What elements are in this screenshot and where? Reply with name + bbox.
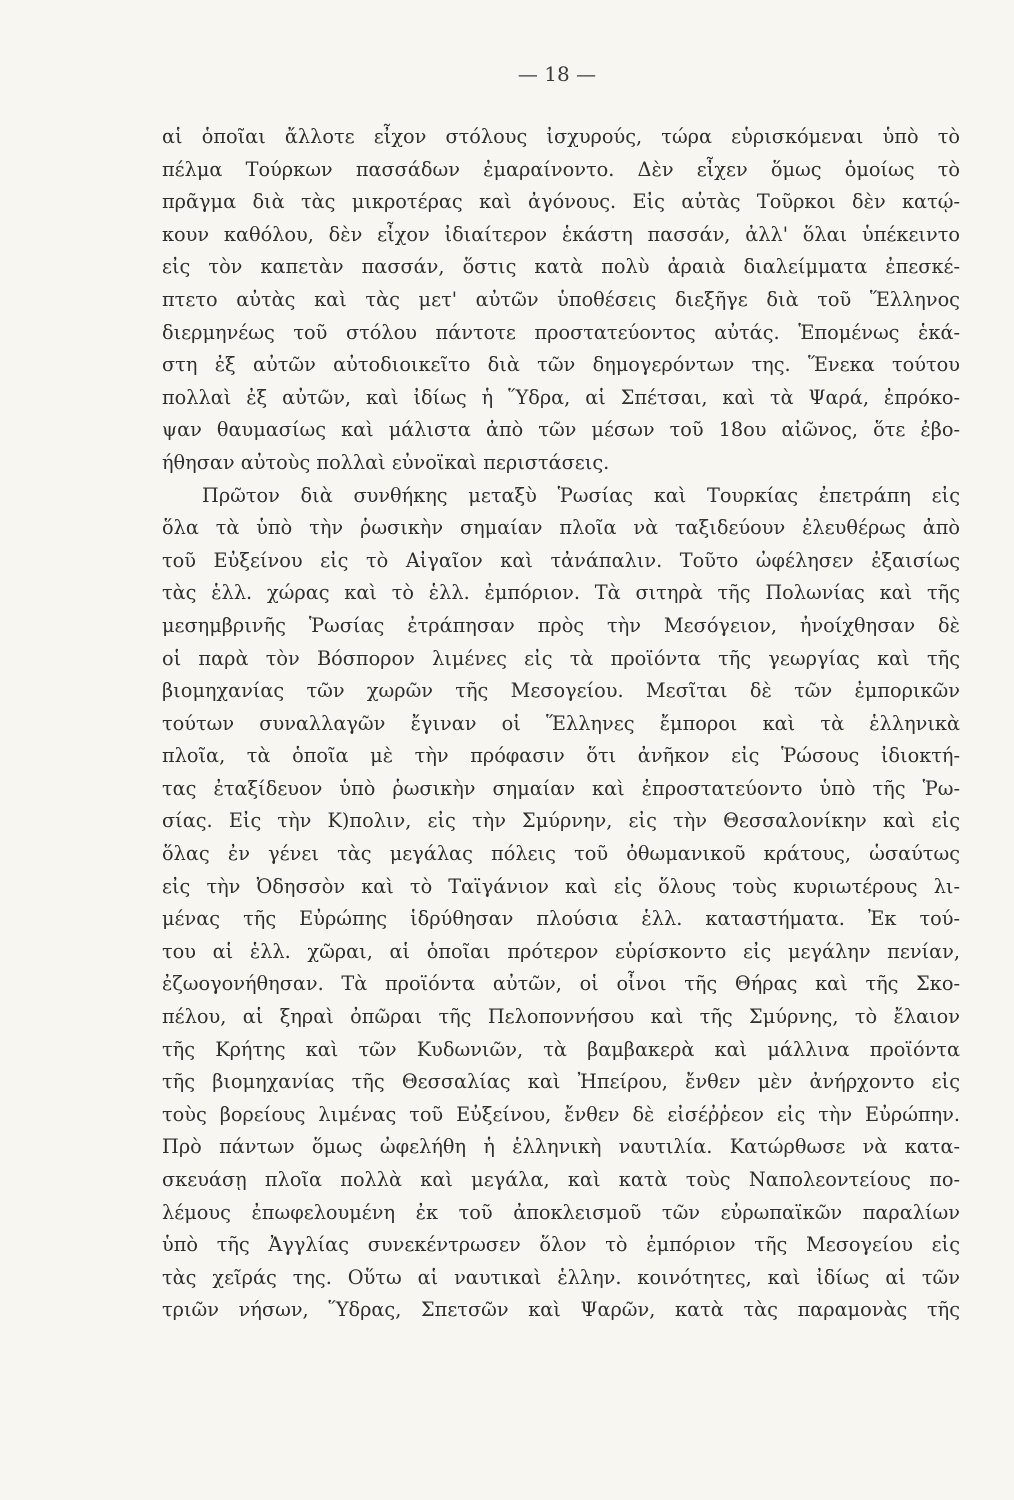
text-line: του αἱ ἑλλ. χῶραι, αἱ ὁποῖαι πρότερον εὑρίσκοντο εἰς μεγάλην πενίαν,: [162, 939, 960, 963]
page-number: — 18 —: [517, 62, 597, 86]
text-line: Πρῶτον διὰ συνθήκης μεταξὺ Ῥωσίας καὶ Τουρκίας ἐπετράπη εἰς: [202, 483, 960, 507]
text-line: ὅλα τὰ ὑπὸ τὴν ῥωσικὴν σημαίαν πλοῖα νὰ ταξιδεύουν ἐλευθέρως ἀπὸ: [162, 516, 960, 540]
text-line: τας ἐταξίδευον ὑπὸ ῥωσικὴν σημαίαν καὶ ἐπροστατεύοντο ὑπὸ τῆς Ῥω-: [162, 776, 960, 800]
text-line: διερμηνέως τοῦ στόλου πάντοτε προστατεύοντος αὐτάς. Ἑπομένως ἑκά-: [162, 320, 960, 344]
text-line: εἰς τὸν καπετὰν πασσάν, ὅστις κατὰ πολὺ ἀραιὰ διαλείμματα ἐπεσκέ-: [162, 255, 960, 279]
text-line: μεσημβρινῆς Ῥωσίας ἐτράπησαν πρὸς τὴν Μεσόγειον, ἠνοίχθησαν δὲ: [162, 613, 960, 637]
text-line: τοὺς βορείους λιμένας τοῦ Εὐξείνου, ἔνθεν δὲ εἰσέῤῥεον εἰς τὴν Εὐρώπην.: [162, 1102, 960, 1126]
text-line: βιομηχανίας τῶν χωρῶν τῆς Μεσογείου. Μεσῖται δὲ τῶν ἐμπορικῶν: [162, 679, 960, 703]
text-line: οἱ παρὰ τὸν Βόσπορον λιμένες εἰς τὰ προϊόντα τῆς γεωργίας καὶ τῆς: [162, 646, 960, 670]
text-line: ήθησαν αὐτοὺς πολλαὶ εὐνοϊκαὶ περιστάσεις.: [162, 450, 610, 474]
text-line: Πρὸ πάντων ὅμως ὠφελήθη ἡ ἑλληνικὴ ναυτιλία. Κατώρθωσε νὰ κατα-: [162, 1135, 960, 1159]
text-line: πέλμα Τούρκων πασσάδων ἐμαραίνοντο. Δὲν εἶχεν ὅμως ὁμοίως τὸ: [162, 157, 960, 181]
text-line: τῆς βιομηχανίας τῆς Θεσσαλίας καὶ Ἠπείρου, ἔνθεν μὲν ἀνήρχοντο εἰς: [162, 1070, 960, 1094]
text-line: λέμους ἐπωφελουμένη ἐκ τοῦ ἀποκλεισμοῦ τῶν εὐρωπαϊκῶν παραλίων: [162, 1200, 960, 1224]
text-line: ὑπὸ τῆς Ἀγγλίας συνεκέντρωσεν ὅλον τὸ ἐμπόριον τῆς Μεσογείου εἰς: [162, 1233, 960, 1257]
text-line: τὰς χεῖράς της. Οὕτω αἱ ναυτικαὶ ἑλλην. κοινότητες, καὶ ἰδίως αἱ τῶν: [162, 1265, 960, 1289]
text-line: αἱ ὁποῖαι ἄλλοτε εἶχον στόλους ἰσχυρούς, τώρα εὑρισκόμεναι ὑπὸ τὸ: [162, 125, 960, 148]
text-line: πτετο αὐτὰς καὶ τὰς μετ' αὐτῶν ὑποθέσεις διεξῆγε διὰ τοῦ Ἕλληνος: [162, 287, 960, 311]
body-text: [162, 121, 960, 1327]
text-line: πέλου, αἱ ξηραὶ ὀπῶραι τῆς Πελοποννήσου καὶ τῆς Σμύρνης, τὸ ἔλαιον: [162, 1005, 960, 1029]
text-line: τούτων συναλλαγῶν ἔγιναν οἱ Ἕλληνες ἔμποροι καὶ τὰ ἑλληνικὰ: [162, 711, 960, 735]
text-line: τῆς Κρήτης καὶ τῶν Κυδωνιῶν, τὰ βαμβακερὰ καὶ μάλλινα προϊόντα: [162, 1037, 960, 1061]
text-line: στη ἐξ αὐτῶν αὐτοδιοικεῖτο διὰ τῶν δημογερόντων της. Ἕνεκα τούτου: [162, 353, 960, 377]
text-line: τριῶν νήσων, Ὕδρας, Σπετσῶν καὶ Ψαρῶν, κατὰ τὰς παραμονὰς τῆς: [162, 1298, 960, 1322]
text-line: κουν καθόλου, δὲν εἶχον ἰδιαίτερον ἑκάστη πασσάν, ἀλλ' ὅλαι ὑπέκειντο: [162, 222, 960, 246]
text-line: ὅλας ἐν γένει τὰς μεγάλας πόλεις τοῦ ὀθωμανικοῦ κράτους, ὡσαύτως: [162, 842, 960, 866]
text-line: ἐζωογονήθησαν. Τὰ προϊόντα αὐτῶν, οἱ οἶνοι τῆς Θήρας καὶ τῆς Σκο-: [162, 972, 960, 996]
text-line: πρᾶγμα διὰ τὰς μικροτέρας καὶ ἀγόνους. Εἰς αὐτὰς Τοῦρκοι δὲν κατῴ-: [162, 190, 960, 214]
text-line: σίας. Εἰς τὴν Κ)πολιν, εἰς τὴν Σμύρνην, εἰς τὴν Θεσσαλονίκην καὶ εἰς: [162, 809, 960, 833]
text-line: ψαν θαυμασίως καὶ μάλιστα ἀπὸ τῶν μέσων τοῦ 18ου αἰῶνος, ὅτε ἐβο-: [162, 418, 960, 442]
text-line: εἰς τὴν Ὀδησσὸν καὶ τὸ Ταϊγάνιον καὶ εἰς ὅλους τοὺς κυριωτέρους λι-: [162, 874, 960, 898]
text-line: τοῦ Εὐξείνου εἰς τὸ Αἰγαῖον καὶ τἀνάπαλιν. Τοῦτο ὠφέλησεν ἐξαισίως: [162, 548, 960, 572]
text-line: μένας τῆς Εὐρώπης ἱδρύθησαν πλούσια ἑλλ. καταστήματα. Ἐκ τού-: [162, 907, 960, 931]
text-line: τὰς ἑλλ. χώρας καὶ τὸ ἑλλ. ἐμπόριον. Τὰ σιτηρὰ τῆς Πολωνίας καὶ τῆς: [162, 581, 960, 605]
text-line: σκευάσῃ πλοῖα πολλὰ καὶ μεγάλα, καὶ κατὰ τοὺς Ναπολεοντείους πο-: [162, 1168, 960, 1191]
text-line: πλοῖα, τὰ ὁποῖα μὲ τὴν πρόφασιν ὅτι ἀνῆκον εἰς Ῥώσους ἰδιοκτή-: [162, 744, 960, 768]
text-line: πολλαὶ ἐξ αὐτῶν, καὶ ἰδίως ἡ Ὕδρα, αἱ Σπέτσαι, καὶ τὰ Ψαρά, ἐπρόκο-: [162, 385, 960, 409]
